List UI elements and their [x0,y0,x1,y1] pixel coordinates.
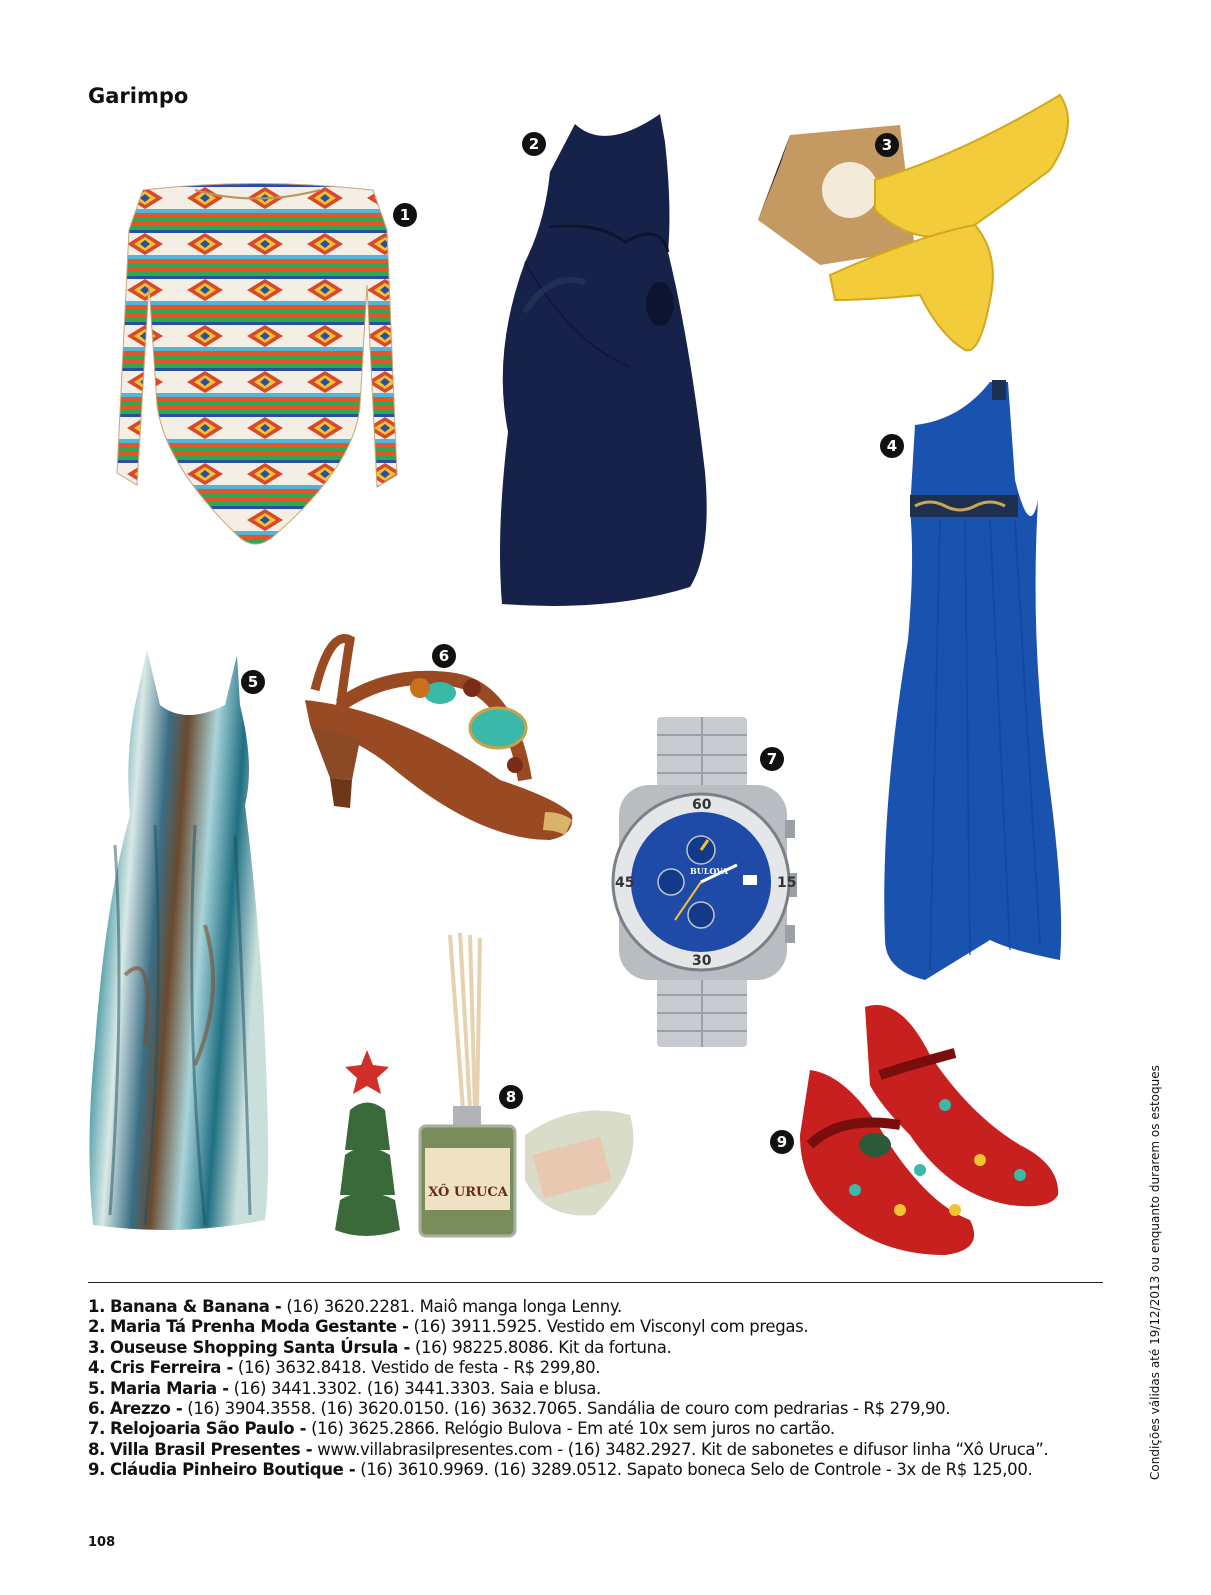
diffuser-label: XÔ URUCA [428,1185,508,1200]
credit-9 [88,1460,1108,1480]
credit-text: (16) 3904.3558. (16) 3620.0150. (16) 3632.7065. Sandália de couro com pedrarias - R$ 279,90. [182,1399,951,1419]
credit-4 [88,1358,1108,1378]
credit-num: 1. [88,1297,106,1316]
watch-dial-15: 15 [777,875,797,891]
product-maxi-dress [85,645,270,1235]
credit-num: 6. [88,1399,106,1419]
page-title: Garimpo [88,84,189,108]
credit-num: 8. [88,1439,106,1459]
credit-num: 2. [88,1317,106,1337]
badge-9: 9 [770,1130,794,1154]
credit-store: Arezzo - [109,1399,183,1419]
credit-store: Banana & Banana - [109,1297,282,1316]
credit-num: 3. [88,1337,106,1357]
credit-num: 4. [88,1358,106,1378]
product-swimsuit [115,175,411,560]
credit-store: Maria Maria - [109,1378,229,1398]
credit-text: (16) 3441.3302. (16) 3441.3303. Saia e blusa. [228,1378,601,1398]
credit-8 [88,1440,1108,1460]
product-evening-gown [880,380,1070,980]
credit-num: 5. [88,1378,106,1398]
product-sandal [300,630,585,845]
badge-2: 2 [522,132,546,156]
watch-dial-45: 45 [615,875,635,891]
credit-store: Cláudia Pinheiro Boutique - [109,1460,356,1480]
credit-text: (16) 3632.8418. Vestido de festa - R$ 299,80. [232,1358,601,1378]
watch-brand: BULOVA [690,866,728,876]
credit-text: www.villabrasilpresentes.com - (16) 3482.2927. Kit de sabonetes e difusor linha “Xô Uruca”. [312,1439,1049,1459]
badge-4: 4 [880,434,904,458]
credit-text: (16) 3610.9969. (16) 3289.0512. Sapato boneca Selo de Controle - 3x de R$ 125,00. [355,1460,1033,1480]
credit-7 [88,1419,1108,1439]
credit-text: (16) 3911.5925. Vestido em Visconyl com pregas. [408,1317,809,1337]
credit-text: (16) 3620.2281. Maiô manga longa Lenny. [281,1297,622,1316]
credits-list [88,1297,1108,1481]
credit-num: 9. [88,1460,106,1480]
conditions-note: Condições válidas até 19/12/2013 ou enquanto durarem os estoques [1148,1065,1162,1480]
credit-num: 7. [88,1419,106,1439]
credit-text: (16) 98225.8086. Kit da fortuna. [409,1337,672,1357]
credit-store: Maria Tá Prenha Moda Gestante - [109,1317,409,1337]
credit-5 [88,1379,1108,1399]
credit-store: Villa Brasil Presentes - [109,1439,313,1459]
product-red-shoes [770,995,1065,1260]
credit-text: (16) 3625.2866. Relógio Bulova - Em até 10x sem juros no cartão. [306,1419,835,1439]
credit-6 [88,1399,1108,1419]
watch-dial-30: 30 [692,953,712,969]
product-panties-kit [750,85,1075,360]
badge-1: 1 [393,203,417,227]
divider [88,1282,1103,1283]
page-number: 108 [88,1535,116,1550]
credit-store: Ouseuse Shopping Santa Úrsula - [109,1337,410,1357]
watch-dial-60: 60 [692,797,712,813]
badge-5: 5 [241,670,265,694]
badge-6: 6 [432,644,456,668]
credit-store: Cris Ferreira - [109,1358,233,1378]
badge-8: 8 [499,1085,523,1109]
badge-3: 3 [875,133,899,157]
credit-3 [88,1338,1108,1358]
product-soap-diffuser-kit [325,930,660,1240]
credit-store: Relojoaria São Paulo - [109,1419,307,1439]
credit-1 [88,1297,1108,1317]
badge-7: 7 [760,747,784,771]
credit-2 [88,1317,1108,1337]
product-maternity-dress [490,112,720,607]
